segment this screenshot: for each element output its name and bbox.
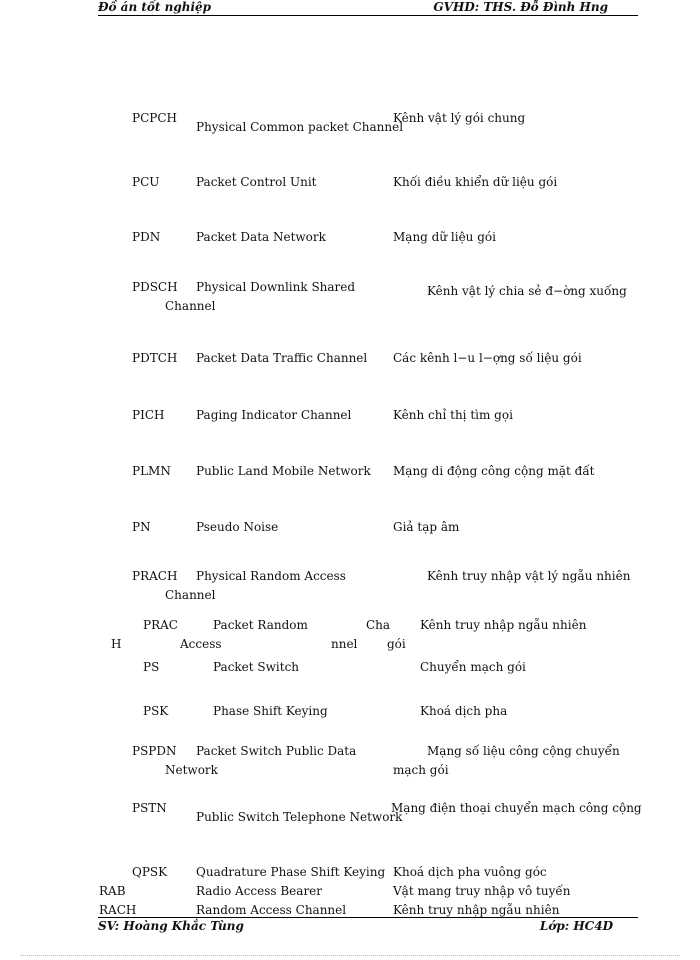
abbr-english-cont: Channel <box>165 588 216 602</box>
page-header <box>98 0 638 16</box>
abbr-english-part2: Cha <box>366 618 391 632</box>
header-title: Đồ án tốt nghiệp <box>98 0 212 14</box>
abbr-term: PSPDN <box>132 744 177 758</box>
abbr-english: Phase Shift Keying <box>213 704 328 718</box>
abbr-english: Packet Data Traffic Channel <box>196 351 368 365</box>
abbr-vietnamese: Chuyển mạch gói <box>420 660 526 674</box>
abbr-english: Quadrature Phase Shift Keying <box>196 865 386 879</box>
abbr-english-cont: Channel <box>165 299 216 313</box>
abbr-vietnamese-cont: gói <box>387 637 406 651</box>
abbr-term: PRACH <box>132 569 178 583</box>
abbr-vietnamese: Giả tạp âm <box>393 520 460 534</box>
abbr-english: Paging Indicator Channel <box>196 408 352 422</box>
abbr-term: RAB <box>99 884 126 898</box>
abbr-term: PSK <box>143 704 169 718</box>
abbr-english: Radio Access Bearer <box>196 884 323 898</box>
abbr-vietnamese: Khoá dịch pha vuông góc <box>393 865 547 879</box>
abbr-term: PICH <box>132 408 165 422</box>
abbr-english: Packet Control Unit <box>196 175 317 189</box>
abbr-english: Physical Random Access <box>196 569 346 583</box>
abbr-vietnamese: Kênh vật lý chia sẻ đ−ờng xuống <box>427 284 627 298</box>
abbr-vietnamese: Mạng di động công cộng mặt đất <box>393 464 595 478</box>
abbr-term: PLMN <box>132 464 171 478</box>
abbr-term: PN <box>132 520 151 534</box>
abbr-vietnamese: Mạng số liệu công cộng chuyển <box>427 744 620 758</box>
abbr-term: PDN <box>132 230 161 244</box>
abbr-term: RACH <box>99 903 137 917</box>
abbr-english: Physical Downlink Shared <box>196 280 356 294</box>
abbr-term: PCU <box>132 175 160 189</box>
abbr-term: PDTCH <box>132 351 178 365</box>
abbr-vietnamese: Vật mang truy nhập vô tuyến <box>393 884 571 898</box>
abbr-english: Public Land Mobile Network <box>196 464 371 478</box>
abbr-english-cont: Access <box>180 637 222 651</box>
abbr-vietnamese-cont: mạch gói <box>393 763 449 777</box>
abbr-term: QPSK <box>132 865 168 879</box>
abbr-vietnamese: Mạng dữ liệu gói <box>393 230 496 244</box>
abbr-term-cont: H <box>111 637 122 651</box>
abbr-vietnamese: Khối điều khiển dữ liệu gói <box>393 175 558 189</box>
footer-class: Lớp: HC4D <box>539 919 613 933</box>
footer-student: SV: Hoàng Khắc Tùng <box>98 919 244 933</box>
abbr-english: Packet Random <box>213 618 308 632</box>
page-footer <box>98 917 638 934</box>
abbr-english: Packet Switch <box>213 660 300 674</box>
abbr-term: PSTN <box>132 801 167 815</box>
abbr-term: PCPCH <box>132 111 177 125</box>
abbr-english: Random Access Channel <box>196 903 347 917</box>
abbr-vietnamese: Kênh truy nhập ngẫu nhiên <box>393 903 560 917</box>
abbr-vietnamese: Kênh truy nhập ngẫu nhiên <box>420 618 587 632</box>
abbr-english-part2-cont: nnel <box>331 637 358 651</box>
abbr-english-cont: Network <box>165 763 218 777</box>
abbr-english: Pseudo Noise <box>196 520 279 534</box>
abbr-vietnamese: Kênh chỉ thị tìm gọi <box>393 408 513 422</box>
abbr-english: Packet Switch Public Data <box>196 744 357 758</box>
abbr-english: Public Switch Telephone Network <box>196 810 403 824</box>
abbr-vietnamese: Các kênh l−u l−ợng số liệu gói <box>393 351 582 365</box>
header-advisor: GVHD: THS. Đỗ Đình Hng <box>433 0 608 14</box>
abbr-english: Physical Common packet Channel <box>196 120 404 134</box>
abbr-vietnamese: Kênh truy nhập vật lý ngẫu nhiên <box>427 569 631 583</box>
abbr-term: PRAC <box>143 618 178 632</box>
page-edge-divider <box>20 955 680 956</box>
abbr-term: PDSCH <box>132 280 178 294</box>
abbr-vietnamese: Kênh vật lý gói chung <box>393 111 526 125</box>
abbr-vietnamese: Khoá dịch pha <box>420 704 508 718</box>
abbr-term: PS <box>143 660 160 674</box>
abbr-english: Packet Data Network <box>196 230 326 244</box>
abbr-vietnamese: Mạng điện thoại chuyển mạch công cộng <box>391 801 642 815</box>
